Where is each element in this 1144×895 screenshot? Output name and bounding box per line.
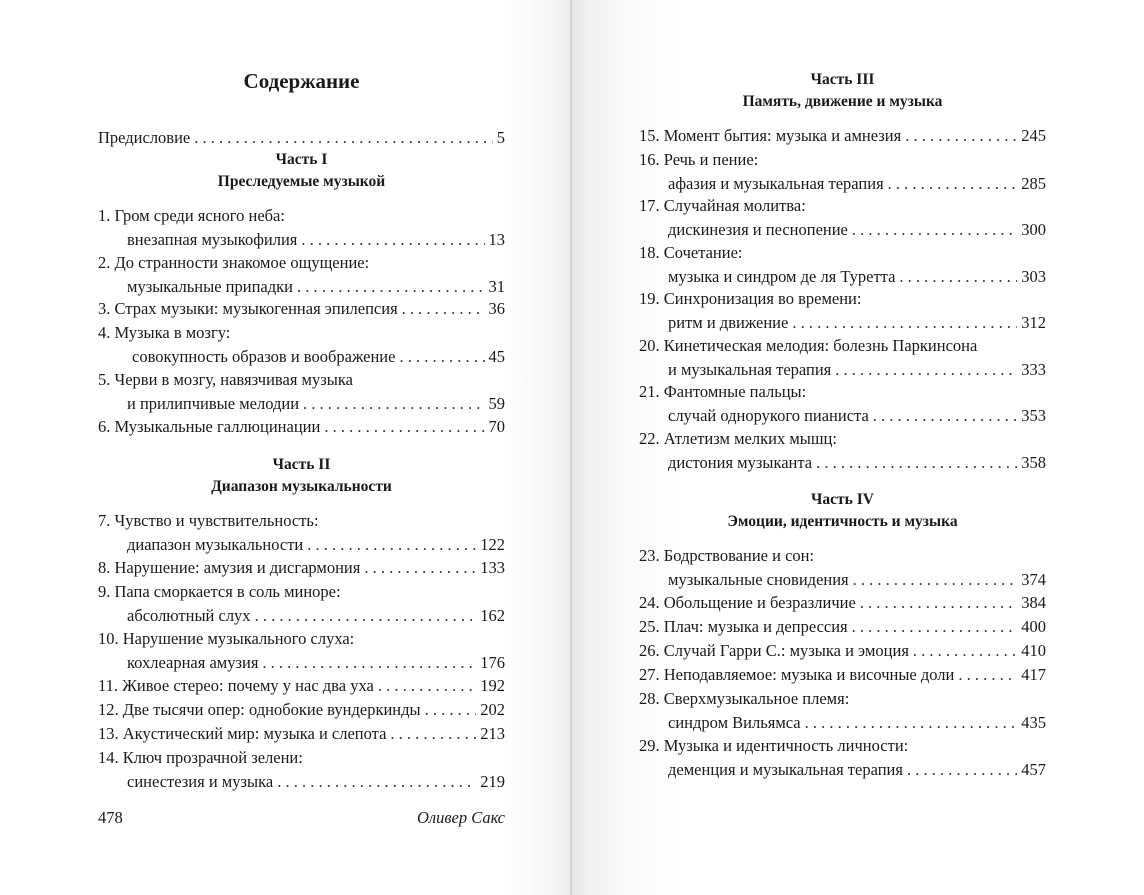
entry-subtitle: музыкальные припадки	[127, 276, 293, 296]
toc-entry	[639, 663, 1046, 687]
entry-title: 6. Музыкальные галлюцинации	[98, 417, 321, 436]
dot-leader	[852, 218, 1017, 242]
page-number: 5	[496, 128, 505, 147]
dot-leader	[958, 663, 1017, 687]
toc-entry	[639, 639, 1046, 663]
toc-entry	[98, 556, 505, 580]
page-number: 70	[488, 417, 505, 436]
entry-title: Предисловие	[98, 128, 191, 147]
page-number: 312	[1021, 312, 1046, 332]
entry-subtitle: кохлеарная амузия	[127, 652, 259, 672]
toc-entry	[98, 698, 505, 722]
dot-leader	[907, 758, 1017, 782]
part-heading	[98, 149, 505, 193]
entry-subtitle: совокупность образов и воображение	[132, 346, 396, 366]
entry-subtitle: афазия и музыкальная терапия	[668, 173, 884, 193]
part-label: Часть I	[275, 151, 328, 168]
page-number: 213	[480, 724, 505, 743]
toc-entry	[98, 415, 505, 439]
entry-subtitle: ритм и движение	[668, 312, 789, 332]
dot-leader	[853, 568, 1018, 592]
dot-leader	[364, 556, 476, 580]
dot-leader	[860, 591, 1017, 615]
entry-subtitle: и музыкальная терапия	[668, 359, 832, 379]
part-label: Часть III	[810, 71, 875, 88]
entry-title: 12. Две тысячи опер: однобокие вундеркинды	[98, 700, 421, 719]
page-number: 384	[1021, 593, 1046, 612]
entry-title: 4. Музыка в мозгу:	[98, 323, 231, 342]
page-number: 374	[1021, 569, 1046, 589]
part-heading	[639, 69, 1046, 113]
page-number: 162	[480, 605, 505, 625]
entry-title: 28. Сверхмузыкальное племя:	[639, 689, 850, 708]
page-number: 13	[488, 229, 505, 249]
page-number: 358	[1021, 452, 1046, 472]
entry-title: 26. Случай Гарри С.: музыка и эмоция	[639, 641, 909, 660]
dot-leader	[378, 674, 476, 698]
entry-subtitle: абсолютный слух	[127, 605, 251, 625]
toc-entry-preface	[98, 126, 505, 150]
entry-title: 27. Неподавляемое: музыка и височные доли	[639, 665, 955, 684]
toc-entry	[98, 321, 505, 368]
page-number: 192	[480, 676, 505, 695]
toc-entry	[639, 194, 1046, 241]
entry-subtitle: дискинезия и песнопение	[668, 219, 848, 239]
toc-entry	[639, 380, 1046, 427]
page-title: Содержание	[243, 69, 360, 93]
toc-entry	[98, 251, 505, 298]
toc-entry	[639, 591, 1046, 615]
page-number: 410	[1021, 641, 1046, 660]
toc-entry	[98, 674, 505, 698]
page-number: 31	[488, 276, 505, 296]
part-title: Эмоции, идентичность и музыка	[727, 513, 958, 530]
part-label: Часть IV	[811, 491, 874, 508]
dot-leader	[888, 172, 1018, 196]
toc-entry	[98, 368, 505, 415]
page-number: 457	[1021, 759, 1046, 779]
toc-entry	[639, 687, 1046, 734]
page-number: 202	[480, 700, 505, 719]
page-number: 219	[480, 771, 505, 791]
dot-leader	[301, 228, 484, 252]
dot-leader	[194, 126, 493, 150]
toc-entry	[639, 544, 1046, 591]
page-number: 133	[480, 558, 505, 577]
toc-entry	[639, 734, 1046, 781]
entry-title: 2. До странности знакомое ощущение:	[98, 253, 370, 272]
dot-leader	[835, 358, 1017, 382]
entry-title: 7. Чувство и чувствительность:	[98, 511, 319, 530]
entry-subtitle: синдром Вильямса	[668, 712, 801, 732]
toc-entry	[98, 627, 505, 674]
book-spine	[570, 0, 572, 895]
page-number: 176	[480, 652, 505, 672]
entry-title: 23. Бодрствование и сон:	[639, 546, 815, 565]
dot-leader	[399, 345, 484, 369]
part-title: Память, движение и музыка	[742, 93, 943, 110]
part-title: Преследуемые музыкой	[217, 173, 386, 190]
page-number: 333	[1021, 359, 1046, 379]
page-number: 417	[1021, 665, 1046, 684]
footer-page-number: 478	[98, 808, 123, 827]
entry-subtitle: синестезия и музыка	[127, 771, 274, 791]
entry-subtitle: и прилипчивые мелодии	[127, 393, 300, 413]
dot-leader	[899, 265, 1017, 289]
entry-title: 24. Обольщение и безразличие	[639, 593, 856, 612]
part-heading	[98, 454, 505, 498]
dot-leader	[303, 392, 484, 416]
toc-entry	[639, 427, 1046, 474]
toc-entry	[639, 241, 1046, 288]
entry-title: 18. Сочетание:	[639, 243, 743, 262]
entry-subtitle: деменция и музыкальная терапия	[668, 759, 903, 779]
dot-leader	[255, 604, 477, 628]
page-number: 122	[480, 534, 505, 554]
entry-title: 20. Кинетическая мелодия: болезнь Паркинсона	[639, 336, 978, 355]
dot-leader	[262, 651, 476, 675]
page-number: 285	[1021, 173, 1046, 193]
dot-leader	[390, 722, 476, 746]
entry-title: 15. Момент бытия: музыка и амнезия	[639, 126, 902, 145]
page-number: 435	[1021, 712, 1046, 732]
part-label: Часть II	[272, 456, 331, 473]
entry-title: 3. Страх музыки: музыкогенная эпилепсия	[98, 299, 398, 318]
entry-subtitle: внезапная музыкофилия	[127, 229, 298, 249]
dot-leader	[277, 770, 476, 794]
page-number: 45	[488, 346, 505, 366]
entry-subtitle: случай однорукого пианиста	[668, 405, 869, 425]
toc-entry	[639, 148, 1046, 195]
entry-title: 10. Нарушение музыкального слуха:	[98, 629, 355, 648]
toc-entry	[98, 509, 505, 556]
entry-title: 9. Папа сморкается в соль миноре:	[98, 582, 341, 601]
entry-title: 11. Живое стерео: почему у нас два уха	[98, 676, 374, 695]
page-number: 245	[1021, 126, 1046, 145]
entry-title: 22. Атлетизм мелких мышц:	[639, 429, 837, 448]
dot-leader	[816, 451, 1017, 475]
page-number: 36	[488, 299, 505, 318]
dot-leader	[324, 415, 484, 439]
page-number: 400	[1021, 617, 1046, 636]
dot-leader	[425, 698, 477, 722]
entry-title: 1. Гром среди ясного неба:	[98, 206, 285, 225]
page-number: 300	[1021, 219, 1046, 239]
toc-entry	[98, 204, 505, 251]
entry-title: 17. Случайная молитва:	[639, 196, 806, 215]
dot-leader	[297, 275, 485, 299]
dot-leader	[873, 404, 1017, 428]
entry-title: 25. Плач: музыка и депрессия	[639, 617, 848, 636]
entry-title: 16. Речь и пение:	[639, 150, 759, 169]
entry-title: 13. Акустический мир: музыка и слепота	[98, 724, 387, 743]
dot-leader	[307, 533, 476, 557]
dot-leader	[913, 639, 1017, 663]
entry-title: 8. Нарушение: амузия и дисгармония	[98, 558, 361, 577]
entry-title: 5. Черви в мозгу, навязчивая музыка	[98, 370, 353, 389]
toc-entry	[639, 287, 1046, 334]
toc-entry	[639, 124, 1046, 148]
part-title: Диапазон музыкальности	[211, 478, 392, 495]
page-number: 353	[1021, 405, 1046, 425]
part-heading	[639, 489, 1046, 533]
dot-leader	[905, 124, 1017, 148]
toc-entry	[98, 746, 505, 793]
entry-title: 29. Музыка и идентичность личности:	[639, 736, 909, 755]
entry-title: 21. Фантомные пальцы:	[639, 382, 807, 401]
entry-subtitle: музыка и синдром де ля Туретта	[668, 266, 896, 286]
dot-leader	[402, 297, 485, 321]
entry-subtitle: дистония музыканта	[668, 452, 813, 472]
entry-title: 14. Ключ прозрачной зелени:	[98, 748, 303, 767]
toc-entry	[98, 580, 505, 627]
dot-leader	[792, 311, 1017, 335]
page-number: 303	[1021, 266, 1046, 286]
entry-title: 19. Синхронизация во времени:	[639, 289, 862, 308]
dot-leader	[852, 615, 1018, 639]
toc-entry	[639, 334, 1046, 381]
page-number: 59	[488, 393, 505, 413]
toc-entry	[98, 297, 505, 321]
footer-running-head-author: Оливер Сакс	[416, 808, 505, 827]
toc-entry	[98, 722, 505, 746]
entry-subtitle: диапазон музыкальности	[127, 534, 304, 554]
dot-leader	[805, 711, 1018, 735]
toc-entry	[639, 615, 1046, 639]
entry-subtitle: музыкальные сновидения	[668, 569, 849, 589]
